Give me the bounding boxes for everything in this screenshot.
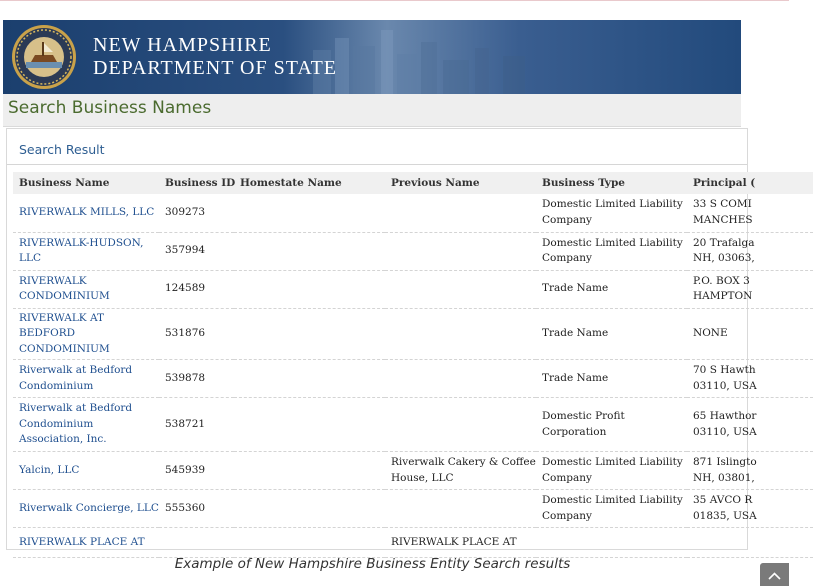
results-panel: [6, 128, 757, 550]
col-previous-name-header: Previous Name: [385, 172, 536, 194]
table-row: [13, 452, 813, 490]
homestate-cell: [234, 270, 385, 308]
col-business-type-header: Business Type: [536, 172, 687, 194]
business-name-cell: [13, 490, 159, 528]
nh-state-seal-icon: [11, 24, 77, 90]
business-name-cell: [13, 308, 159, 360]
col-homestate-name-header: Homestate Name: [234, 172, 385, 194]
homestate-cell: [234, 308, 385, 360]
previous-cell: [385, 270, 536, 308]
business-name-link[interactable]: Riverwalk at Bedford Condominium: [19, 364, 133, 392]
principal-cell: P.O. BOX 3 HAMPTON: [687, 270, 813, 308]
table-row: [13, 398, 813, 452]
type-cell: Trade Name: [536, 360, 687, 398]
type-cell: Domestic Limited Liability Company: [536, 194, 687, 232]
col-business-name-header: Business Name: [13, 172, 159, 194]
results-table: [13, 172, 813, 558]
principal-cell: 70 S Hawth 03110, USA: [687, 360, 813, 398]
chevron-up-icon: [768, 572, 781, 580]
table-row: [13, 528, 813, 558]
homestate-cell: [234, 360, 385, 398]
top-divider: [0, 0, 789, 1]
principal-cell: 33 S COMI MANCHES: [687, 194, 813, 232]
table-row: [13, 194, 813, 232]
principal-cell: 20 Trafalga NH, 03063,: [687, 232, 813, 270]
id-cell: 545939: [159, 452, 234, 490]
table-row: [13, 232, 813, 270]
principal-cell: 871 Islingto NH, 03801,: [687, 452, 813, 490]
business-name-cell: [13, 360, 159, 398]
screenshot-frame: [3, 20, 757, 548]
business-name-cell: [13, 270, 159, 308]
previous-cell: [385, 490, 536, 528]
id-cell: 357994: [159, 232, 234, 270]
page-title: Search Business Names: [8, 98, 212, 118]
agency-title-line2: DEPARTMENT OF STATE: [93, 57, 338, 79]
previous-cell: [385, 308, 536, 360]
previous-cell: [385, 360, 536, 398]
previous-cell: [385, 398, 536, 452]
table-row: [13, 308, 813, 360]
business-name-cell: [13, 452, 159, 490]
table-row: [13, 360, 813, 398]
homestate-cell: [234, 452, 385, 490]
principal-cell: 65 Hawthor 03110, USA: [687, 398, 813, 452]
business-name-link[interactable]: RIVERWALK-HUDSON, LLC: [19, 236, 144, 264]
page-heading-bar: [3, 94, 741, 127]
type-cell: Trade Name: [536, 270, 687, 308]
homestate-cell: [234, 398, 385, 452]
business-name-link[interactable]: RIVERWALK AT BEDFORD CONDOMINIUM: [19, 311, 110, 355]
business-name-link[interactable]: RIVERWALK MILLS, LLC: [19, 206, 155, 218]
type-cell: Domestic Limited Liability Company: [536, 452, 687, 490]
principal-cell: [687, 528, 813, 558]
type-cell: Domestic Limited Liability Company: [536, 490, 687, 528]
type-cell: [536, 528, 687, 558]
business-name-cell: [13, 194, 159, 232]
homestate-cell: [234, 490, 385, 528]
type-cell: Trade Name: [536, 308, 687, 360]
business-name-cell: [13, 528, 159, 558]
agency-title-line1: NEW HAMPSHIRE: [93, 34, 272, 56]
site-banner: [3, 20, 741, 94]
homestate-cell: [234, 528, 385, 558]
id-cell: 309273: [159, 194, 234, 232]
table-header-row: [13, 172, 813, 194]
table-row: [13, 490, 813, 528]
business-name-cell: [13, 232, 159, 270]
id-cell: 124589: [159, 270, 234, 308]
previous-cell: RIVERWALK PLACE AT: [385, 528, 536, 558]
business-name-cell: [13, 398, 159, 452]
col-principal-header: Principal (: [687, 172, 813, 194]
business-name-link[interactable]: RIVERWALK CONDOMINIUM: [19, 274, 110, 302]
previous-cell: [385, 232, 536, 270]
homestate-cell: [234, 194, 385, 232]
principal-cell: NONE: [687, 308, 813, 360]
business-name-link[interactable]: Riverwalk at Bedford Condominium Association, Inc.: [19, 402, 133, 446]
panel-divider: [7, 164, 747, 165]
figure-caption: Example of New Hampshire Business Entity Search results: [174, 556, 571, 572]
id-cell: 555360: [159, 490, 234, 528]
agency-title: [93, 34, 337, 80]
col-business-id-header: Business ID: [159, 172, 234, 194]
id-cell: 539878: [159, 360, 234, 398]
homestate-cell: [234, 232, 385, 270]
table-row: [13, 270, 813, 308]
principal-cell: 35 AVCO R 01835, USA: [687, 490, 813, 528]
type-cell: Domestic Profit Corporation: [536, 398, 687, 452]
scroll-to-top-button[interactable]: [760, 563, 789, 586]
business-name-link[interactable]: RIVERWALK PLACE AT: [19, 535, 145, 548]
business-name-link[interactable]: Riverwalk Concierge, LLC: [19, 501, 159, 514]
type-cell: Domestic Limited Liability Company: [536, 232, 687, 270]
city-skyline-image: [303, 20, 741, 94]
results-panel-title: Search Result: [19, 142, 105, 157]
previous-cell: Riverwalk Cakery & Coffee House, LLC: [385, 452, 536, 490]
id-cell: 531876: [159, 308, 234, 360]
business-name-link[interactable]: Yalcin, LLC: [19, 463, 80, 476]
id-cell: [159, 528, 234, 558]
id-cell: 538721: [159, 398, 234, 452]
previous-cell: [385, 194, 536, 232]
